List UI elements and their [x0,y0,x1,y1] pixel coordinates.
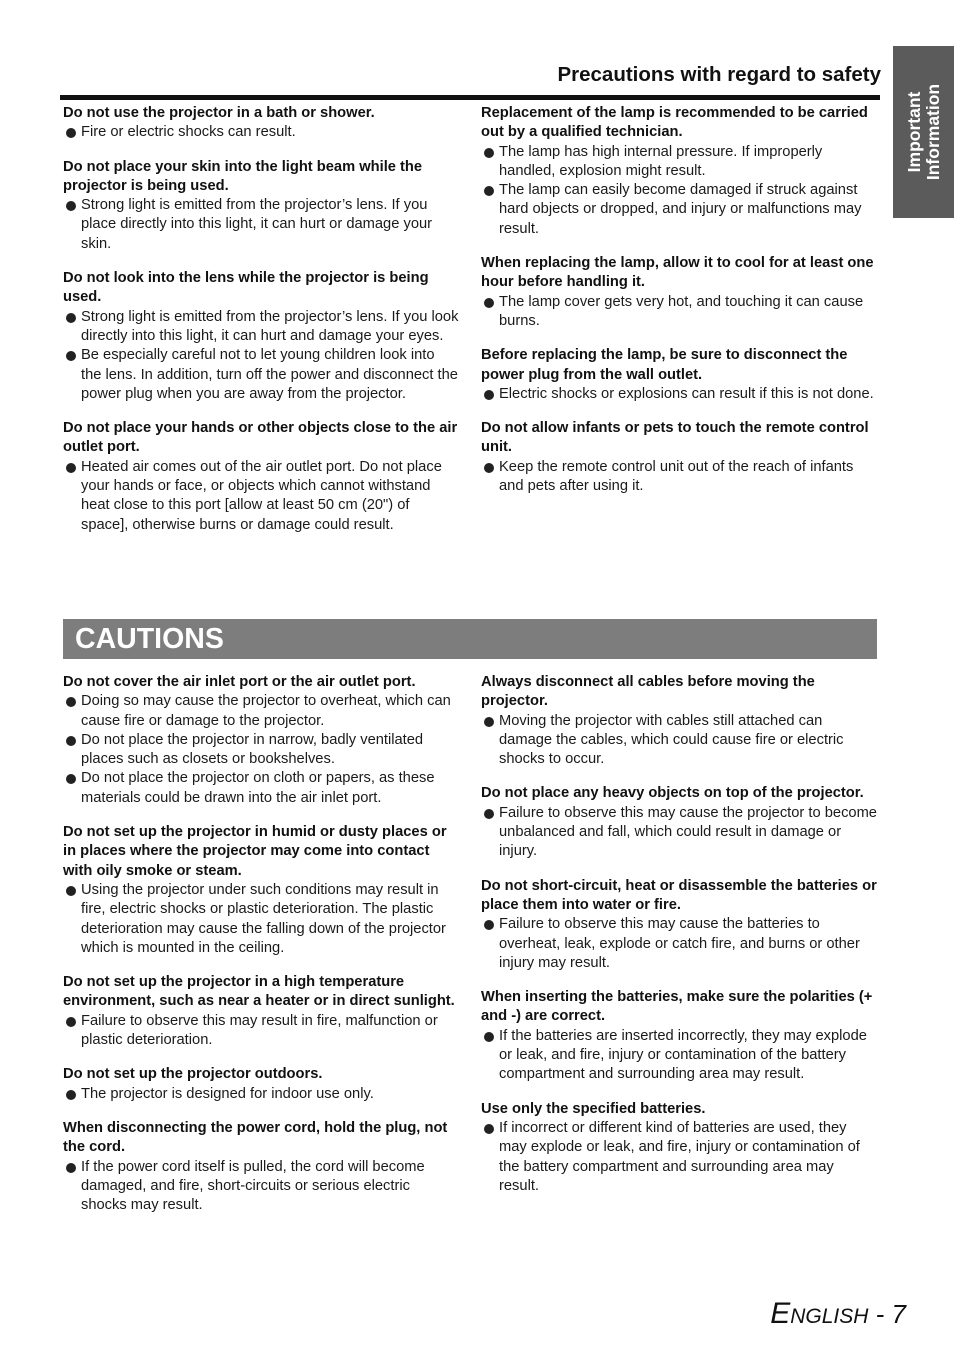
precaution-block [481,346,877,404]
bullet-dot-icon [66,774,76,784]
section-tab-line1: Important [903,91,924,173]
bullet-dot-icon [484,1032,494,1042]
bullet-text: Strong light is emitted from the projector’s lens. If you look directly into this light, it can hurt and damage your eyes. [81,308,459,344]
bullet-dot-icon [66,463,76,473]
bullet-item [63,692,459,731]
precaution-block [63,269,459,404]
bullet-item [63,881,459,958]
precaution-heading: Use only the specified batteries. [481,1100,706,1117]
section-tab-line2: Information [922,83,943,181]
precaution-block [481,988,877,1084]
bullet-item [481,1119,877,1196]
precaution-heading: Do not place your skin into the light beam while the projector is being used. [63,158,423,194]
cautions-right-column [481,673,877,1211]
bullet-item [63,123,459,142]
precaution-heading: Do not use the projector in a bath or shower. [63,105,375,121]
bullet-text: Keep the remote control unit out of the reach of infants and pets after using it. [499,458,854,495]
bullet-text: Fire or electric shocks can result. [81,124,296,141]
precaution-block [481,104,877,239]
precaution-heading: Do not place any heavy objects on top of the projector. [481,785,864,802]
bullet-text: Electric shocks or explosions can result if this is not done. [499,385,874,402]
header-rule [60,95,880,100]
bullet-text: Strong light is emitted from the projector’s lens. If you place directly into this light, it can hurt or damage your skin. [81,197,433,252]
bullet-text: The lamp can easily become damaged if struck against hard objects or dropped, and injury or malfunctions may result. [499,182,862,237]
precaution-heading: Always disconnect all cables before moving the projector. [481,674,815,710]
bullet-item [63,1012,459,1051]
precaution-heading: When replacing the lamp, allow it to cool for at least one hour before handling it. [481,255,874,291]
bullet-text: Failure to observe this may result in fire, malfunction or plastic deterioration. [81,1012,438,1049]
precaution-block [63,973,459,1050]
bullet-dot-icon [484,1124,494,1134]
precaution-block [481,877,877,973]
footer-lang-initial: E [770,1297,791,1330]
bullet-item [63,308,459,347]
precaution-block [63,673,459,808]
bullet-dot-icon [484,390,494,400]
precaution-heading: Do not cover the air inlet port or the air outlet port. [63,674,416,690]
bullet-item [481,293,877,332]
bullet-item [481,915,877,973]
bullet-text: The lamp cover gets very hot, and touching it can cause burns. [499,293,864,329]
precaution-heading: When disconnecting the power cord, hold the plug, not the cord. [63,1119,448,1156]
page-footer [770,1297,906,1331]
bullet-item [63,769,459,808]
bullet-text: Do not place the projector in narrow, badly ventilated places such as closets or bookshelves. [81,731,424,768]
bullet-text: Using the projector under such conditions may result in fire, electric shocks or plastic deterioration. The plastic deterioration may cause the falling down of the projector which is mounted in the ceiling. [81,881,446,956]
bullet-dot-icon [484,186,494,196]
bullet-item [481,1027,877,1085]
bullet-item [481,712,877,770]
bullet-dot-icon [484,809,494,819]
precaution-block [63,1119,459,1215]
precaution-block [481,254,877,331]
bullet-text: If the power cord itself is pulled, the cord will become damaged, and fire, short-circuits or serious electric shocks may result. [81,1158,425,1214]
bullet-dot-icon [66,128,76,138]
bullet-dot-icon [66,1163,76,1173]
precaution-block [63,104,459,143]
precaution-block [63,419,459,535]
precaution-heading: Do not set up the projector in humid or dusty places or in places where the projector may come into contact with oily smoke or steam. [63,824,447,879]
precaution-heading: Replacement of the lamp is recommended to be carried out by a qualified technician. [481,105,868,141]
bullet-text: The lamp has high internal pressure. If improperly handled, explosion might result. [499,143,823,179]
bullet-dot-icon [66,1017,76,1027]
bullet-text: If the batteries are inserted incorrectly, they may explode or leak, and fire, injury or contamination of the battery compartment and surrounding area may result. [499,1027,867,1083]
bullet-dot-icon [484,148,494,158]
bullet-item [63,458,459,535]
precaution-heading: Do not set up the projector in a high temperature environment, such as near a heater or in direct sunlight. [63,974,455,1010]
footer-lang-rest: NGLISH [790,1305,869,1328]
precaution-block [481,673,877,769]
bullet-dot-icon [66,351,76,361]
bullet-item [63,1158,459,1216]
bullet-item [63,731,459,770]
bullet-text: Do not place the projector on cloth or papers, as these materials could be drawn into the air inlet port. [81,770,435,806]
precaution-heading: Do not look into the lens while the projector is being used. [63,270,429,306]
bullet-dot-icon [484,920,494,930]
precaution-heading: Do not place your hands or other objects close to the air outlet port. [63,420,458,456]
bullet-item [481,385,877,404]
bullet-item [63,346,459,404]
page-title: Precautions with regard to safety [557,63,881,86]
precaution-block [481,784,877,861]
bullet-dot-icon [66,1090,76,1100]
cautions-left-column [63,673,459,1230]
precaution-heading: Do not set up the projector outdoors. [63,1066,323,1083]
precaution-block [63,158,459,254]
precaution-block [63,1065,459,1104]
section-tab-label [905,84,943,180]
warnings-left-column [63,104,459,550]
precaution-heading: Before replacing the lamp, be sure to disconnect the power plug from the wall outlet. [481,347,848,383]
bullet-item [63,1085,459,1104]
bullet-dot-icon [66,201,76,211]
warnings-right-column [481,104,877,511]
bullet-text: Be especially careful not to let young children look into the lens. In addition, turn off the power and disconnect the power plug when you are away from the projector. [81,347,458,402]
bullet-item [481,804,877,862]
footer-separator: - [868,1299,892,1329]
section-tab [893,46,954,218]
bullet-text: Failure to observe this may cause the projector to become unbalanced and fall, which could result in damage or injury. [499,804,877,860]
bullet-text: If incorrect or different kind of batteries are used, they may explode or leak, and fire, injury or contamination of the battery compartment and surrounding area may result. [499,1119,860,1194]
precaution-heading: Do not allow infants or pets to touch the remote control unit. [481,420,869,456]
bullet-dot-icon [66,697,76,707]
bullet-text: Heated air comes out of the air outlet port. Do not place your hands or face, or objects which cannot withstand heat close to this port [allow at least 50 cm (20") of space], otherwise burns or damage could result. [81,458,442,533]
page-number: 7 [891,1299,906,1329]
cautions-banner [63,619,877,659]
precaution-block [481,419,877,496]
bullet-text: Failure to observe this may cause the batteries to overheat, leak, explode or catch fire, and burns or other injury may result. [499,916,860,971]
bullet-item [481,458,877,497]
bullet-text: The projector is designed for indoor use only. [81,1085,374,1102]
bullet-item [481,143,877,182]
precaution-heading: When inserting the batteries, make sure the polarities (+ and -) are correct. [481,989,873,1025]
bullet-text: Doing so may cause the projector to overheat, which can cause fire or damage to the projector. [81,693,451,729]
bullet-item [63,196,459,254]
bullet-item [481,181,877,239]
precaution-heading: Do not short-circuit, heat or disassemble the batteries or place them into water or fire. [481,877,877,913]
bullet-dot-icon [66,736,76,746]
bullet-dot-icon [484,463,494,473]
bullet-dot-icon [66,886,76,896]
bullet-dot-icon [66,313,76,323]
cautions-heading: CAUTIONS [75,623,224,655]
precaution-block [481,1100,877,1196]
bullet-text: Moving the projector with cables still attached can damage the cables, which could cause fire or electric shocks to occur. [499,712,844,768]
precaution-block [63,823,459,958]
bullet-dot-icon [484,717,494,727]
bullet-dot-icon [484,298,494,308]
